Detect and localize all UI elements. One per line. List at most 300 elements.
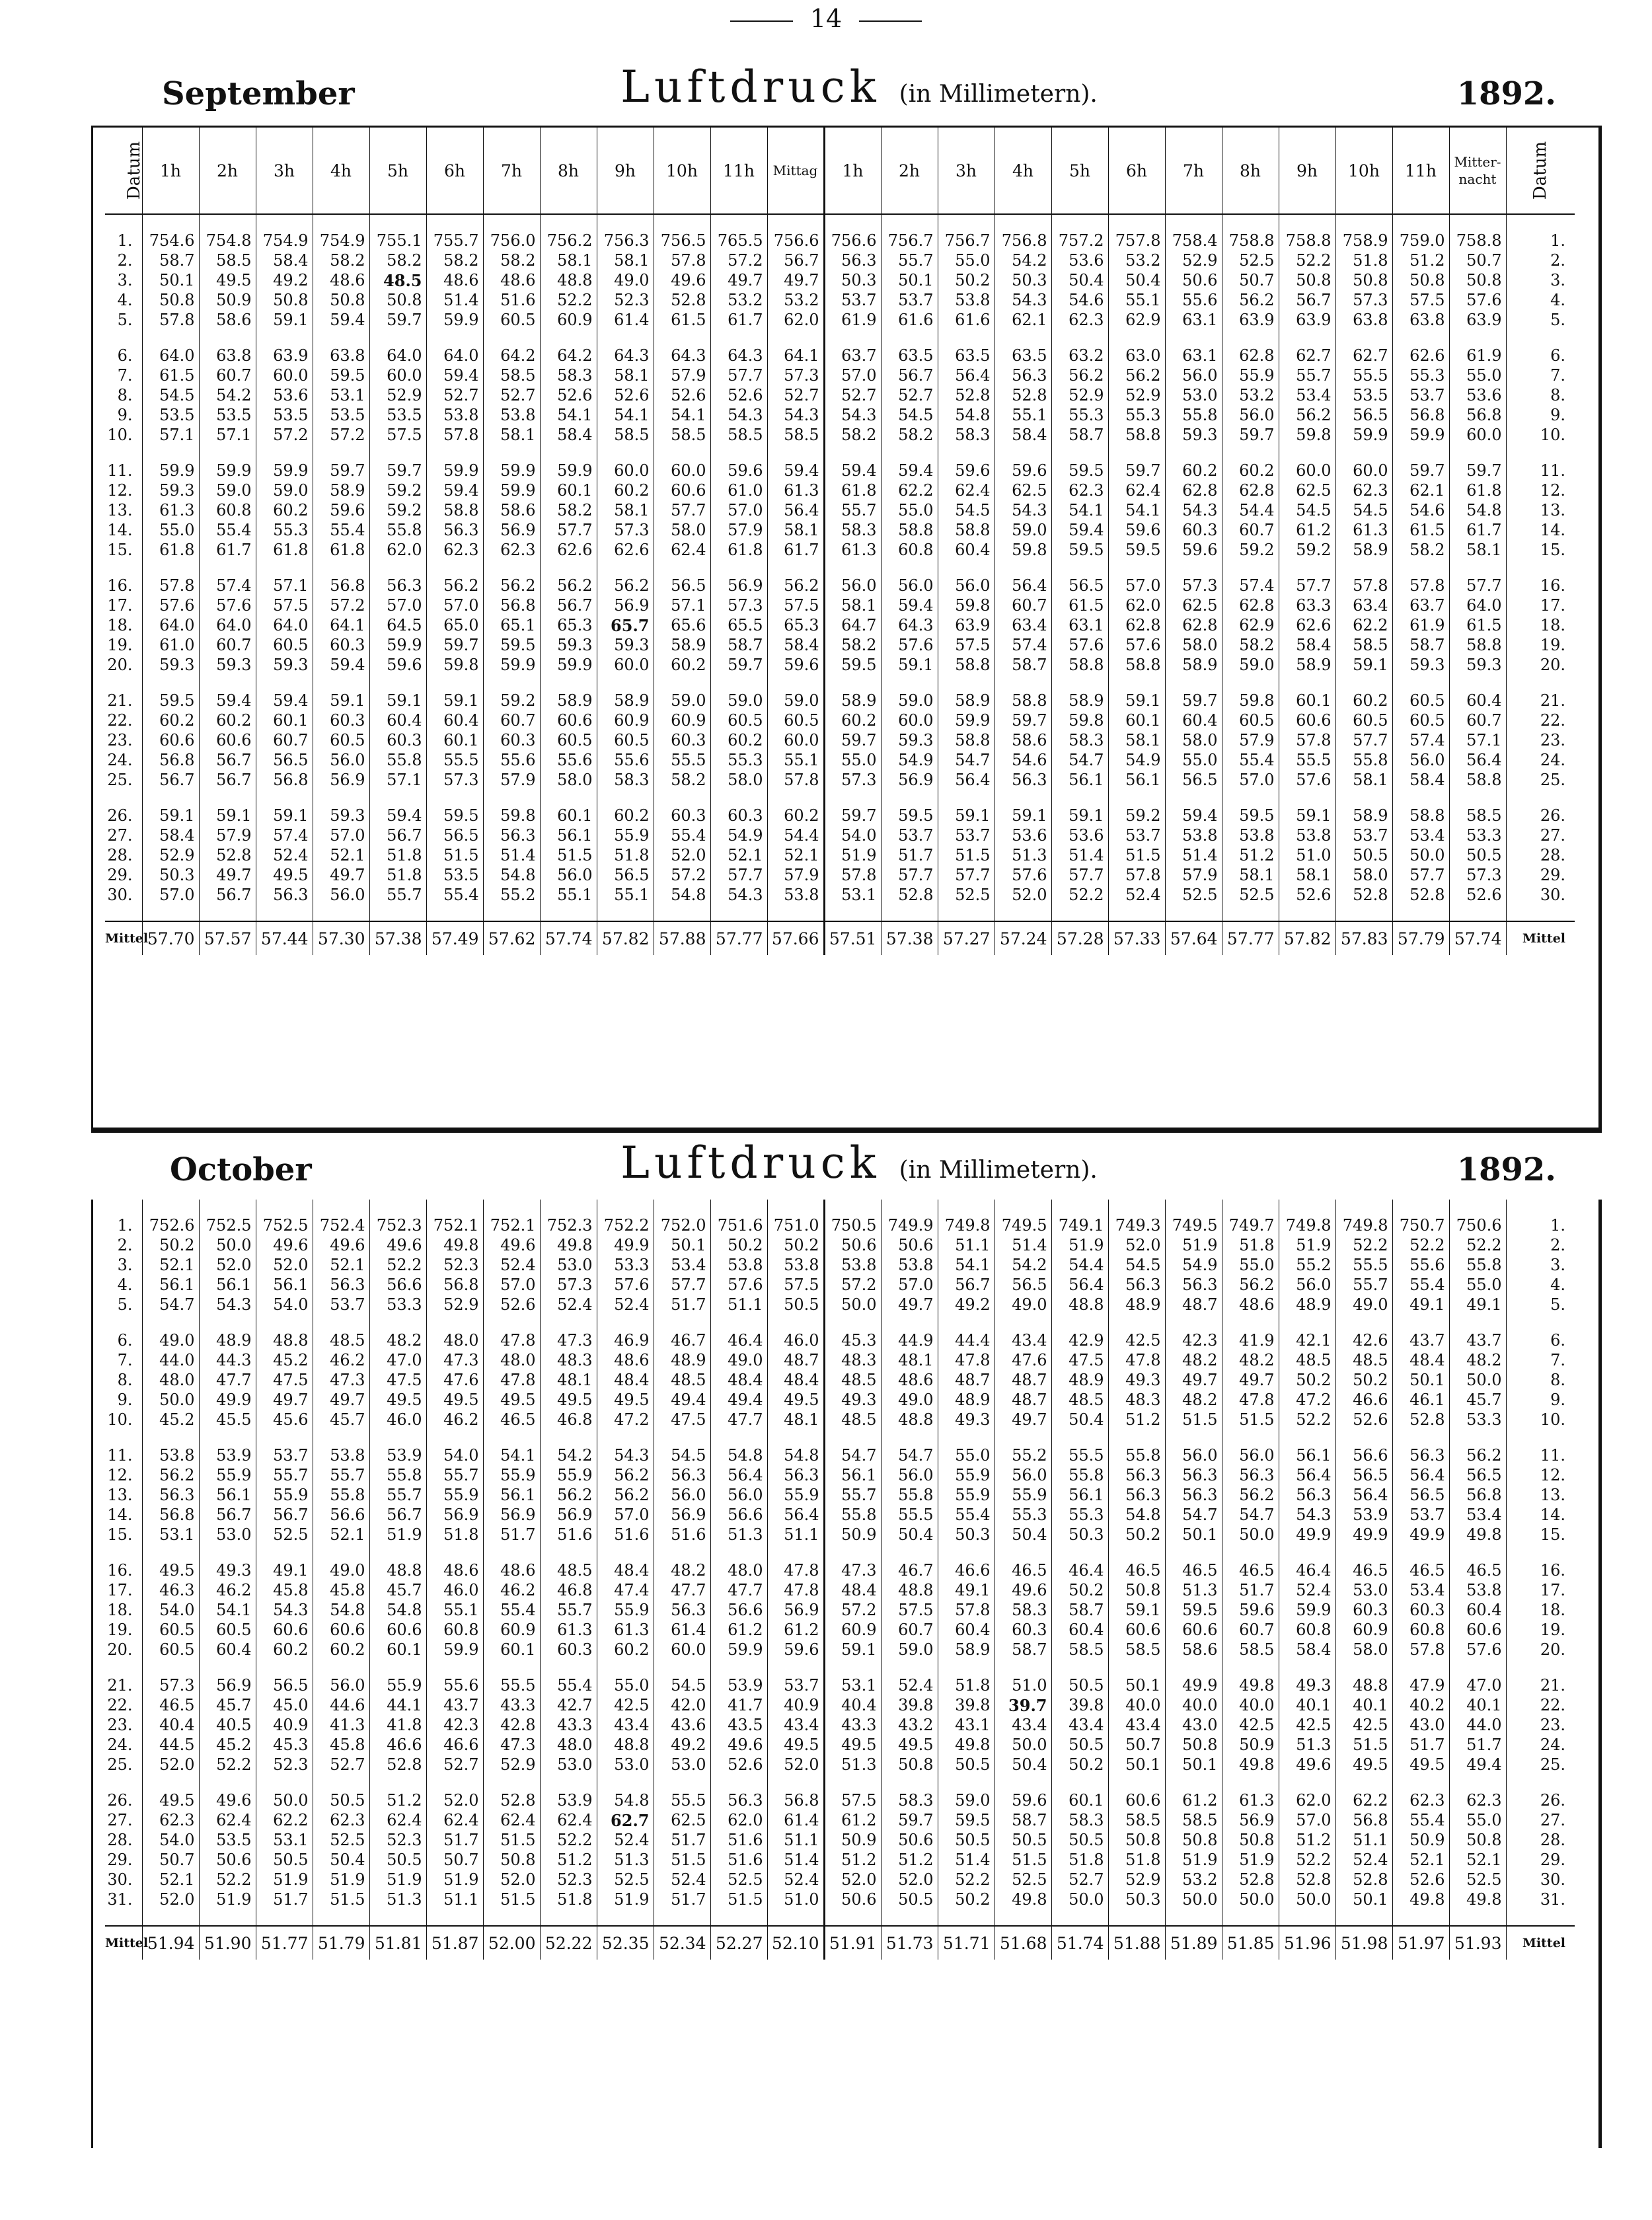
pressure-cell: 62.8 [1165,615,1222,635]
pressure-cell: 752.6 [142,1215,199,1235]
pressure-cell: 59.7 [1222,425,1279,445]
pressure-cell: 60.4 [199,1640,256,1660]
pressure-cell: 49.7 [313,1390,369,1410]
pressure-cell: 58.0 [654,520,710,540]
pressure-cell: 53.8 [1279,825,1335,845]
pressure-cell: 59.9 [938,710,995,730]
pressure-cell: 50.4 [1108,270,1165,290]
pressure-cell: 46.6 [426,1735,483,1755]
day-label: 27. [107,826,133,845]
pressure-cell: 42.8 [483,1715,540,1735]
pressure-cell: 50.0 [1165,1890,1222,1909]
day-label: 21. [1506,691,1575,710]
day-row [105,1525,1575,1545]
pressure-cell: 60.3 [995,1620,1051,1640]
pressure-cell: 49.7 [199,865,256,885]
pressure-cell: 57.2 [313,425,369,445]
pressure-cell: 51.2 [1108,1410,1165,1430]
pressure-cell: 56.3 [1165,1485,1222,1505]
day-row [105,1600,1575,1620]
day-row [105,1640,1575,1660]
pressure-cell: 57.5 [938,635,995,655]
pressure-cell: 49.5 [824,1735,881,1755]
pressure-cell: 51.7 [1392,1735,1449,1755]
pressure-cell: 55.0 [1449,1810,1506,1830]
pressure-cell: 53.1 [824,1675,881,1695]
pressure-cell: 58.5 [1335,635,1392,655]
pressure-cell: 53.6 [256,385,313,405]
pressure-cell: 52.0 [142,1890,199,1909]
pressure-cell: 59.3 [881,730,938,750]
pressure-cell: 56.2 [540,576,597,595]
pressure-cell: 42.5 [1108,1330,1165,1350]
mean-cell: 57.62 [483,921,540,955]
day-row [105,750,1575,770]
pressure-cell: 46.4 [1279,1560,1335,1580]
pressure-cell: 50.2 [1051,1755,1108,1775]
pressure-cell: 59.4 [824,461,881,480]
pressure-cell: 60.9 [1335,1620,1392,1640]
pressure-cell: 49.7 [995,1410,1051,1430]
day-label: 14. [1506,520,1575,540]
pressure-cell: 52.8 [369,1755,426,1775]
pressure-cell: 41.8 [369,1715,426,1735]
pressure-cell: 55.4 [654,825,710,845]
pressure-cell: 56.3 [995,770,1051,790]
pressure-cell: 58.1 [1222,865,1279,885]
pressure-cell: 50.2 [1279,1370,1335,1390]
pressure-cell: 50.5 [313,1790,369,1810]
pressure-cell: 48.2 [654,1560,710,1580]
pressure-cell: 51.6 [540,1525,597,1545]
pressure-cell: 59.1 [881,655,938,675]
pressure-cell: 51.3 [824,1755,881,1775]
pressure-cell: 53.7 [824,290,881,310]
pressure-cell: 57.5 [369,425,426,445]
pressure-cell: 45.7 [1449,1390,1506,1410]
pressure-cell: 59.0 [1222,655,1279,675]
hour-header: 7h [1165,128,1222,214]
pressure-cell: 49.6 [710,1735,767,1755]
pressure-cell: 45.7 [199,1695,256,1715]
pressure-cell: 59.4 [881,595,938,615]
pressure-cell: 50.5 [995,1830,1051,1850]
pressure-cell: 49.5 [1392,1755,1449,1775]
pressure-cell: 45.2 [142,1410,199,1430]
pressure-cell: 60.5 [540,730,597,750]
pressure-cell: 48.7 [767,1350,824,1370]
pressure-cell: 57.1 [654,595,710,615]
hour-header: 10h [1335,128,1392,214]
pressure-cell: 52.0 [881,1870,938,1890]
pressure-cell: 62.0 [767,310,824,330]
pressure-cell: 58.1 [483,425,540,445]
pressure-cell: 51.5 [483,1890,540,1909]
mean-cell: 57.82 [597,921,654,955]
pressure-cell: 60.0 [654,1640,710,1660]
pressure-cell: 56.2 [1222,1275,1279,1295]
pressure-cell: 63.5 [938,346,995,365]
pressure-cell: 51.4 [1165,845,1222,865]
pressure-cell: 44.9 [881,1330,938,1350]
pressure-cell: 49.5 [483,1390,540,1410]
pressure-cell: 42.6 [1335,1330,1392,1350]
pressure-cell: 44.4 [938,1330,995,1350]
pressure-cell: 47.6 [995,1350,1051,1370]
pressure-cell: 53.5 [369,405,426,425]
pressure-cell: 56.3 [1392,1445,1449,1465]
pressure-cell: 53.8 [767,1255,824,1275]
pressure-cell: 52.7 [881,385,938,405]
pressure-cell: 53.9 [540,1790,597,1810]
pressure-cell: 53.7 [313,1295,369,1315]
pressure-cell: 55.5 [654,1790,710,1810]
pressure-cell: 42.7 [540,1695,597,1715]
pressure-cell: 48.8 [1335,1675,1392,1695]
pressure-cell: 50.0 [1051,1890,1108,1909]
pressure-cell: 57.0 [1108,576,1165,595]
pressure-cell: 59.1 [426,691,483,710]
pressure-cell: 52.5 [1222,885,1279,905]
pressure-cell: 59.8 [938,595,995,615]
pressure-cell: 52.5 [710,1870,767,1890]
pressure-cell: 50.1 [1392,1370,1449,1390]
pressure-cell: 60.1 [540,806,597,825]
pressure-cell: 49.7 [767,270,824,290]
pressure-cell: 40.2 [1392,1695,1449,1715]
pressure-cell: 60.5 [142,1620,199,1640]
pressure-cell: 58.9 [1335,806,1392,825]
pressure-cell: 59.9 [710,1640,767,1660]
pressure-cell: 49.5 [199,270,256,290]
pressure-cell: 58.1 [824,595,881,615]
pressure-cell: 752.1 [426,1215,483,1235]
day-row [105,1255,1575,1275]
pressure-cell: 55.3 [1051,1505,1108,1525]
pressure-cell: 60.5 [710,710,767,730]
pressure-cell: 56.2 [597,1485,654,1505]
pressure-cell: 48.3 [824,1350,881,1370]
pressure-cell: 58.2 [824,425,881,445]
pressure-cell: 49.8 [1392,1890,1449,1909]
day-label: 17. [1506,1580,1575,1600]
pressure-cell: 53.4 [1279,385,1335,405]
pressure-cell: 50.7 [1108,1735,1165,1755]
pressure-cell: 50.8 [1108,1580,1165,1600]
pressure-cell: 54.8 [313,1600,369,1620]
pressure-cell: 57.2 [710,250,767,270]
day-row [105,1445,1575,1465]
pressure-cell: 51.0 [767,1890,824,1909]
pressure-cell: 58.9 [1051,691,1108,710]
pressure-cell: 752.5 [256,1215,313,1235]
pressure-cell: 52.5 [995,1870,1051,1890]
pressure-cell: 57.6 [881,635,938,655]
pressure-cell: 58.3 [597,770,654,790]
pressure-cell: 60.2 [597,480,654,500]
mean-cell: 57.57 [199,921,256,955]
day-label: 27. [1506,825,1575,845]
day-label: 3. [117,1256,133,1274]
pressure-cell: 47.8 [767,1580,824,1600]
pressure-cell: 62.2 [1335,615,1392,635]
pressure-cell: 55.7 [369,885,426,905]
day-label: 14. [107,521,133,539]
pressure-cell: 46.3 [142,1580,199,1600]
pressure-cell: 759.0 [1392,231,1449,250]
day-label: 1. [117,1216,133,1235]
pressure-cell: 56.8 [1449,1485,1506,1505]
day-label: 14. [107,1506,133,1524]
september-header [162,59,1556,112]
pressure-cell: 58.8 [426,500,483,520]
pressure-cell: 749.8 [938,1215,995,1235]
pressure-cell: 54.5 [1279,500,1335,520]
pressure-cell: 59.3 [1165,425,1222,445]
pressure-cell: 57.6 [1449,1640,1506,1660]
day-label: 26. [1506,1790,1575,1810]
pressure-cell: 60.6 [369,1620,426,1640]
pressure-cell: 54.8 [1108,1505,1165,1525]
pressure-cell: 62.8 [1165,480,1222,500]
pressure-cell: 49.5 [767,1390,824,1410]
day-label: 13. [1506,500,1575,520]
pressure-cell: 58.7 [1051,1600,1108,1620]
pressure-cell: 61.6 [938,310,995,330]
hour-header: 4h [995,128,1051,214]
pressure-cell: 50.1 [1108,1755,1165,1775]
pressure-cell: 56.3 [142,1485,199,1505]
pressure-cell: 53.0 [1165,385,1222,405]
pressure-cell: 756.7 [938,231,995,250]
pressure-cell: 54.1 [597,405,654,425]
pressure-cell: 49.8 [995,1890,1051,1909]
pressure-cell: 59.5 [483,635,540,655]
pressure-cell: 59.7 [881,1810,938,1830]
pressure-cell: 49.9 [1165,1675,1222,1695]
pressure-cell: 60.6 [1165,1620,1222,1640]
pressure-cell: 56.9 [313,770,369,790]
pressure-cell: 56.3 [313,1275,369,1295]
pressure-cell: 48.7 [938,1370,995,1390]
pressure-cell: 56.4 [1449,750,1506,770]
pressure-cell: 43.6 [654,1715,710,1735]
pressure-cell: 49.5 [881,1735,938,1755]
pressure-cell: 48.0 [540,1735,597,1755]
pressure-cell: 58.3 [1051,1810,1108,1830]
pressure-cell: 50.8 [1222,1830,1279,1850]
pressure-cell: 52.5 [1165,885,1222,905]
pressure-cell: 60.7 [256,730,313,750]
pressure-cell: 50.0 [1222,1890,1279,1909]
pressure-cell: 52.4 [483,1255,540,1275]
pressure-cell: 47.8 [483,1370,540,1390]
pressure-cell: 55.4 [1392,1810,1449,1830]
pressure-cell: 749.3 [1108,1215,1165,1235]
pressure-cell: 51.2 [369,1790,426,1810]
pressure-cell: 59.4 [313,655,369,675]
day-row [105,1350,1575,1370]
pressure-cell: 60.3 [1165,520,1222,540]
pressure-cell: 749.8 [1335,1215,1392,1235]
pressure-cell: 63.4 [1335,595,1392,615]
day-label: 29. [1506,865,1575,885]
day-row [105,310,1575,330]
pressure-cell: 58.7 [710,635,767,655]
pressure-cell: 48.6 [483,270,540,290]
pressure-cell: 48.9 [1279,1295,1335,1315]
pressure-cell: 53.7 [1392,1505,1449,1525]
pressure-cell: 48.0 [426,1330,483,1350]
pressure-cell: 51.4 [1051,845,1108,865]
day-label: 31. [1506,1890,1575,1909]
pressure-cell: 60.7 [995,595,1051,615]
day-label: 18. [1506,615,1575,635]
pressure-cell: 59.4 [199,691,256,710]
pressure-cell: 52.7 [426,385,483,405]
pressure-cell: 62.6 [1392,346,1449,365]
pressure-cell: 56.7 [199,750,256,770]
pressure-cell: 50.3 [1051,1525,1108,1545]
pressure-cell: 64.3 [710,346,767,365]
hour-header: 9h [1279,128,1335,214]
pressure-cell: 58.2 [654,770,710,790]
pressure-cell: 59.1 [938,806,995,825]
pressure-cell: 58.1 [767,520,824,540]
pressure-cell: 47.2 [597,1410,654,1430]
pressure-cell: 53.0 [597,1755,654,1775]
pressure-cell: 52.8 [1392,1410,1449,1430]
pressure-cell: 48.8 [881,1410,938,1430]
day-label: 25. [1506,770,1575,790]
day-label: 23. [1506,1715,1575,1735]
pressure-cell: 54.6 [995,750,1051,770]
pressure-cell: 53.7 [1392,385,1449,405]
pressure-cell: 48.3 [1108,1390,1165,1410]
pressure-cell: 64.7 [824,615,881,635]
pressure-cell: 52.6 [1392,1870,1449,1890]
pressure-cell: 39.8 [881,1695,938,1715]
day-label: 11. [107,1446,133,1465]
pressure-cell: 51.8 [540,1890,597,1909]
pressure-cell: 55.0 [1222,1255,1279,1275]
pressure-cell: 58.3 [540,365,597,385]
pressure-cell: 52.6 [483,1295,540,1315]
pressure-cell: 48.9 [1051,1370,1108,1390]
day-label: 2. [117,1236,133,1254]
pressure-cell: 51.8 [1335,250,1392,270]
pressure-cell: 64.0 [369,346,426,365]
pressure-cell: 49.7 [710,270,767,290]
pressure-cell: 55.6 [597,750,654,770]
pressure-cell: 59.1 [824,1640,881,1660]
pressure-cell: 59.6 [1222,1600,1279,1620]
pressure-cell: 62.3 [1335,480,1392,500]
pressure-cell: 52.1 [142,1870,199,1890]
pressure-cell: 64.3 [881,615,938,635]
pressure-cell: 42.5 [1335,1715,1392,1735]
pressure-cell: 54.3 [824,405,881,425]
pressure-cell: 60.3 [710,806,767,825]
pressure-cell: 58.3 [824,520,881,540]
mean-cell: 51.79 [313,1926,369,1960]
pressure-cell: 50.0 [1449,1370,1506,1390]
pressure-cell: 58.0 [1335,865,1392,885]
pressure-cell: 55.9 [540,1465,597,1485]
pressure-cell: 57.3 [426,770,483,790]
pressure-cell: 59.0 [710,691,767,710]
day-label: 13. [107,501,133,519]
pressure-cell: 63.8 [1335,310,1392,330]
pressure-cell: 55.7 [313,1465,369,1485]
pressure-cell: 54.2 [199,385,256,405]
pressure-cell: 52.6 [540,385,597,405]
day-row [105,1215,1575,1235]
pressure-cell: 55.9 [483,1465,540,1485]
pressure-cell: 57.7 [540,520,597,540]
day-row [105,1735,1575,1755]
day-label: 22. [1506,1695,1575,1715]
pressure-cell: 59.7 [1449,461,1506,480]
pressure-cell: 56.0 [1222,405,1279,425]
pressure-cell: 58.1 [540,250,597,270]
day-label: 3. [1506,1255,1575,1275]
pressure-cell: 53.8 [938,290,995,310]
pressure-cell: 57.8 [1108,865,1165,885]
pressure-cell: 52.6 [597,385,654,405]
pressure-cell: 56.0 [1279,1275,1335,1295]
pressure-cell: 54.4 [767,825,824,845]
pressure-cell: 62.4 [426,1810,483,1830]
pressure-cell: 51.9 [1222,1850,1279,1870]
pressure-cell: 57.4 [1392,730,1449,750]
pressure-cell: 60.0 [767,730,824,750]
pressure-cell: 48.9 [938,1390,995,1410]
pressure-cell: 51.3 [710,1525,767,1545]
pressure-cell: 56.1 [540,825,597,845]
pressure-cell: 48.2 [1165,1350,1222,1370]
mean-cell: 57.33 [1108,921,1165,955]
pressure-cell: 56.3 [824,250,881,270]
pressure-cell: 58.4 [256,250,313,270]
mean-cell: 52.22 [540,1926,597,1960]
pressure-cell: 51.7 [1449,1735,1506,1755]
pressure-cell: 60.2 [142,710,199,730]
pressure-cell: 749.1 [1051,1215,1108,1235]
pressure-cell: 59.1 [199,806,256,825]
pressure-cell: 56.7 [369,825,426,845]
day-label: 22. [1506,710,1575,730]
pressure-cell: 40.4 [824,1695,881,1715]
pressure-cell: 52.9 [142,845,199,865]
pressure-cell: 49.6 [313,1235,369,1255]
pressure-cell: 46.9 [597,1330,654,1350]
day-row [105,346,1575,365]
pressure-cell: 48.9 [654,1350,710,1370]
mean-cell: 51.88 [1108,1926,1165,1960]
pressure-cell: 56.1 [1051,770,1108,790]
pressure-cell: 52.2 [540,1830,597,1850]
pressure-cell: 758.8 [1222,231,1279,250]
pressure-cell: 51.5 [483,1830,540,1850]
pressure-cell: 62.4 [1108,480,1165,500]
hour-header: 7h [483,128,540,214]
pressure-cell: 62.9 [1108,310,1165,330]
pressure-cell: 40.0 [1222,1695,1279,1715]
pressure-cell: 61.3 [1335,520,1392,540]
pressure-cell: 61.9 [824,310,881,330]
pressure-cell: 54.3 [767,405,824,425]
